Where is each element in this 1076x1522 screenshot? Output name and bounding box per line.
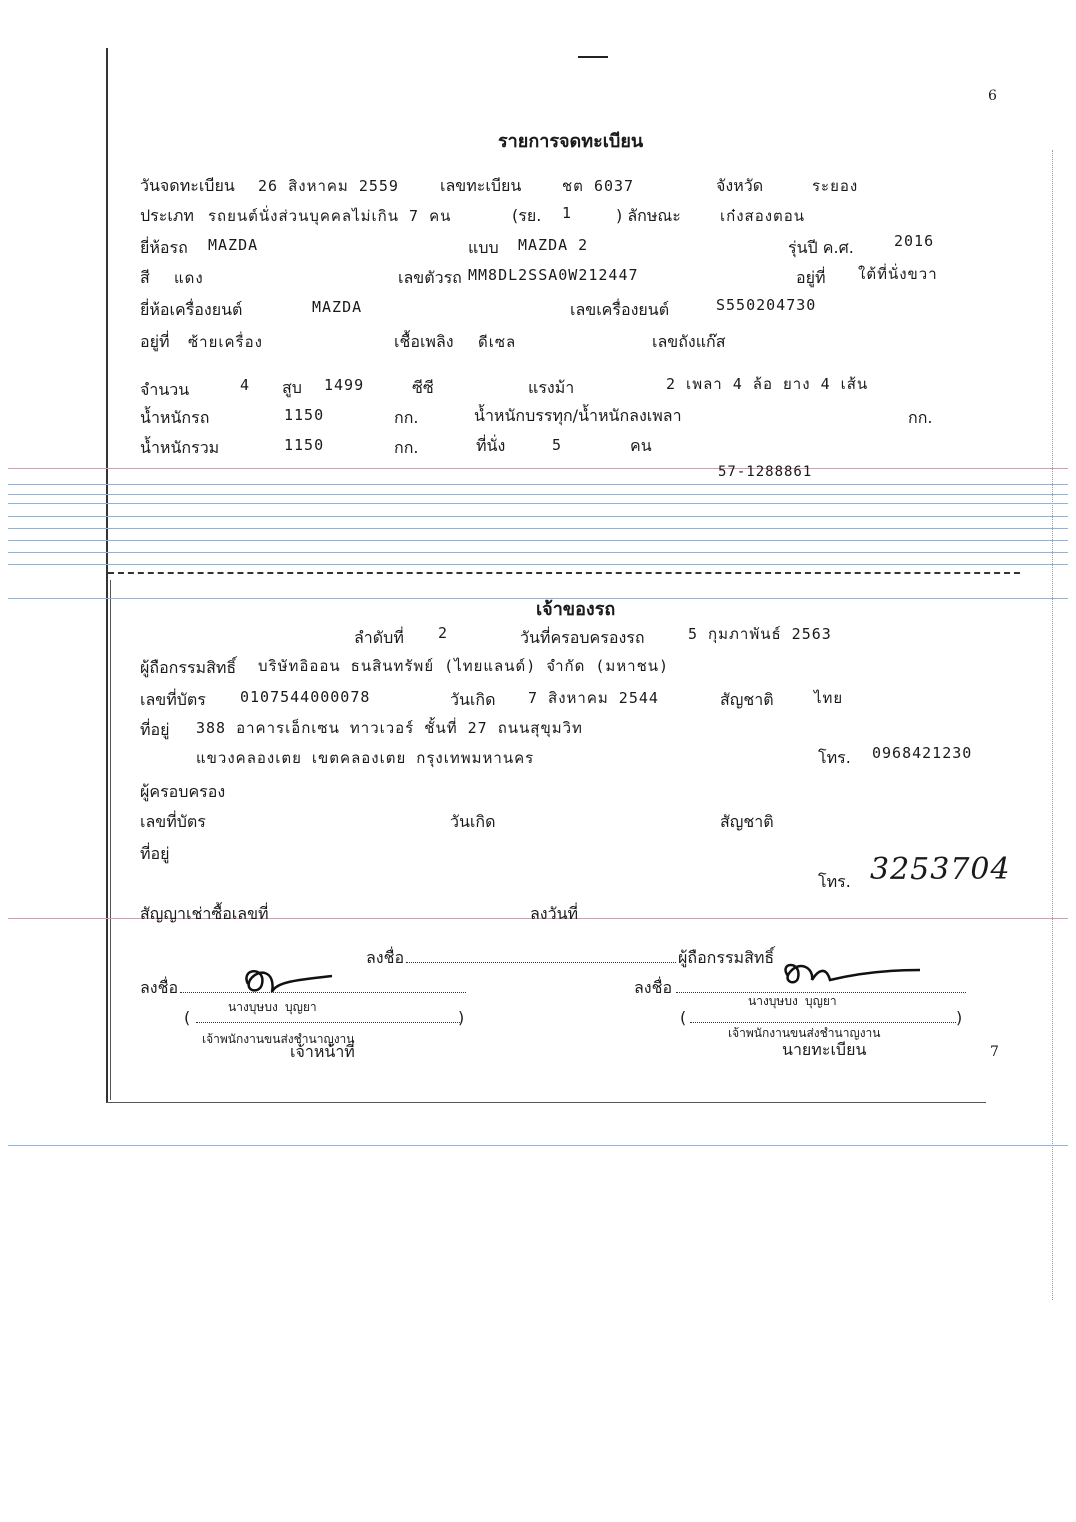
persons-label: คน [630, 436, 652, 455]
vehicle-color: แดง [174, 269, 204, 287]
left-sign-label: ลงชื่อ [140, 978, 179, 997]
total-weight: 1150 [284, 436, 325, 454]
scan-line [8, 516, 1068, 517]
engine-loc-label: อยู่ที่ [140, 332, 170, 351]
reference-number: 57-1288861 [718, 464, 813, 480]
contract-label: สัญญาเช่าซื้อเลขที่ [140, 904, 269, 923]
owner-name: บริษัทอิออน ธนสินทรัพย์ (ไทยแลนด์) จำกัด (มหาชน) [258, 657, 670, 675]
holder-label: ผู้ครอบครอง [140, 782, 226, 801]
reg-date: 26 สิงหาคม 2559 [258, 177, 399, 195]
code-open: (รย. [512, 206, 542, 225]
left-paren-open: ( [184, 1008, 191, 1027]
scan-line [8, 540, 1068, 541]
holder-address-label: ที่อยู่ [140, 844, 170, 863]
right-signer-role: นายทะเบียน [782, 1040, 867, 1059]
page-number-bottom: 7 [990, 1044, 999, 1060]
order-number: 2 [438, 624, 449, 642]
contract-date-label: ลงวันที่ [530, 904, 579, 923]
total-weight-label: น้ำหนักรวม [140, 438, 220, 457]
province: ระยอง [812, 177, 859, 195]
right-signature-mark [774, 956, 924, 992]
left-signer-name: นางบุษบง บุญยา [228, 1000, 317, 1014]
plate: ชต 6037 [562, 177, 635, 195]
right-signer-position: เจ้าพนักงานขนส่งชำนาญงาน [728, 1026, 881, 1040]
scan-line [8, 528, 1068, 529]
scan-line [8, 484, 1068, 485]
owner-sign-line [406, 962, 676, 963]
kg-unit-1: กก. [394, 408, 419, 427]
left-signer-role: เจ้าหน้าที่ [290, 1042, 355, 1061]
scan-line [8, 494, 1068, 495]
code-num: 1 [562, 204, 573, 222]
left-border [106, 48, 108, 1102]
weight-label: น้ำหนักรถ [140, 408, 210, 427]
owner-sign-label: ลงชื่อ [366, 948, 405, 967]
right-edge-dots [1052, 150, 1053, 1300]
address-line-1: 388 อาคารเอ็กเซน ทาวเวอร์ ชั้นที่ 27 ถนนสุขุมวิท [196, 719, 583, 737]
chassis-loc-label: อยู่ที่ [796, 268, 826, 287]
model-year: 2016 [894, 232, 935, 250]
color-label: สี [140, 268, 150, 287]
chassis-location: ใต้ที่นั่งขวา [858, 265, 938, 283]
kg-unit-3: กก. [394, 438, 419, 457]
holder-tel-handwritten: 3253704 [870, 852, 1011, 887]
kg-unit-2: กก. [908, 408, 933, 427]
plate-label: เลขทะเบียน [440, 176, 522, 195]
left-signature-mark [236, 962, 336, 1002]
model-label: แบบ [468, 238, 499, 257]
holder-nat-label: สัญชาติ [720, 812, 774, 831]
left-signer-position: เจ้าพนักงานขนส่งชำนาญงาน [202, 1032, 355, 1046]
seats-label: ที่นั่ง [476, 436, 506, 455]
brand: MAZDA [208, 236, 259, 254]
tel-number: 0968421230 [872, 744, 973, 762]
nationality: ไทย [814, 689, 844, 707]
type-label: ประเภท [140, 206, 194, 225]
dob: 7 สิงหาคม 2544 [528, 689, 659, 707]
page-number-top: 6 [988, 88, 997, 104]
hp-label: แรงม้า [528, 378, 575, 397]
engine-location: ซ้ายเครื่อง [188, 333, 263, 351]
registration-title: รายการจดทะเบียน [498, 131, 644, 152]
right-paren-close: ) [956, 1008, 963, 1027]
body-style: เก๋งสองตอน [720, 207, 806, 225]
cyl-label: สูบ [282, 378, 302, 397]
engine-number: S550204730 [716, 296, 817, 314]
gas-tank-label: เลขถังแก๊ส [652, 332, 726, 351]
possession-date: 5 กุมภาพันธ์ 2563 [688, 625, 832, 643]
seats: 5 [552, 436, 563, 454]
top-mark [578, 56, 608, 58]
load-label: น้ำหนักบรรทุก/น้ำหนักลงเพลา [474, 406, 682, 425]
brand-label: ยี่ห้อรถ [140, 238, 188, 257]
bottom-border [106, 1102, 986, 1103]
right-paren-line [690, 1022, 956, 1023]
scan-line [8, 564, 1068, 565]
left-border-2 [110, 580, 111, 1100]
cc-label: ซีซี [412, 378, 434, 397]
count-label: จำนวน [140, 380, 190, 399]
cylinders: 4 [240, 376, 251, 394]
address-label: ที่อยู่ [140, 720, 170, 739]
id-label: เลขที่บัตร [140, 690, 206, 709]
holder-id-label: เลขที่บัตร [140, 812, 206, 831]
year-label: รุ่นปี ค.ศ. [788, 238, 854, 257]
order-label: ลำดับที่ [354, 628, 404, 647]
owner-title: เจ้าของรถ [536, 599, 616, 620]
section-divider [108, 572, 1020, 574]
vehicle-weight: 1150 [284, 406, 325, 424]
fuel-label: เชื้อเพลิง [394, 332, 454, 351]
tel-label: โทร. [818, 748, 851, 767]
code-close: ) ลักษณะ [616, 206, 681, 225]
address-line-2: แขวงคลองเตย เขตคลองเตย กรุงเทพมหานคร [196, 749, 535, 767]
engine-brand: MAZDA [312, 298, 363, 316]
chassis-label: เลขตัวรถ [398, 268, 462, 287]
owner-label: ผู้ถือกรรมสิทธิ์ [140, 658, 237, 677]
reg-date-label: วันจดทะเบียน [140, 176, 235, 195]
id-number: 0107544000078 [240, 688, 371, 706]
engine-no-label: เลขเครื่องยนต์ [570, 300, 670, 319]
model: MAZDA 2 [518, 236, 589, 254]
possession-label: วันที่ครอบครองรถ [520, 628, 645, 647]
scan-line [8, 503, 1068, 504]
axles-wheels: 2 เพลา 4 ล้อ ยาง 4 เส้น [666, 375, 869, 393]
chassis-number: MM8DL2SSA0W212447 [468, 266, 639, 284]
owner-sign-suffix: ผู้ถือกรรมสิทธิ์ [678, 948, 775, 967]
holder-tel-label: โทร. [818, 872, 851, 891]
scan-line [8, 468, 1068, 469]
province-label: จังหวัด [716, 176, 764, 195]
left-paren-close: ) [458, 1008, 465, 1027]
right-sign-label: ลงชื่อ [634, 978, 673, 997]
left-paren-line [196, 1022, 460, 1023]
engine-cc: 1499 [324, 376, 365, 394]
dob-label: วันเกิด [450, 690, 496, 709]
right-paren-open: ( [680, 1008, 687, 1027]
vehicle-type: รถยนต์นั่งส่วนบุคคลไม่เกิน 7 คน [208, 207, 452, 225]
holder-dob-label: วันเกิด [450, 812, 496, 831]
scan-line [8, 1145, 1068, 1146]
nationality-label: สัญชาติ [720, 690, 774, 709]
fuel-type: ดีเซล [478, 333, 517, 351]
scan-line [8, 552, 1068, 553]
right-signer-name: นางบุษบง บุญยา [748, 994, 837, 1008]
engine-brand-label: ยี่ห้อเครื่องยนต์ [140, 300, 243, 319]
